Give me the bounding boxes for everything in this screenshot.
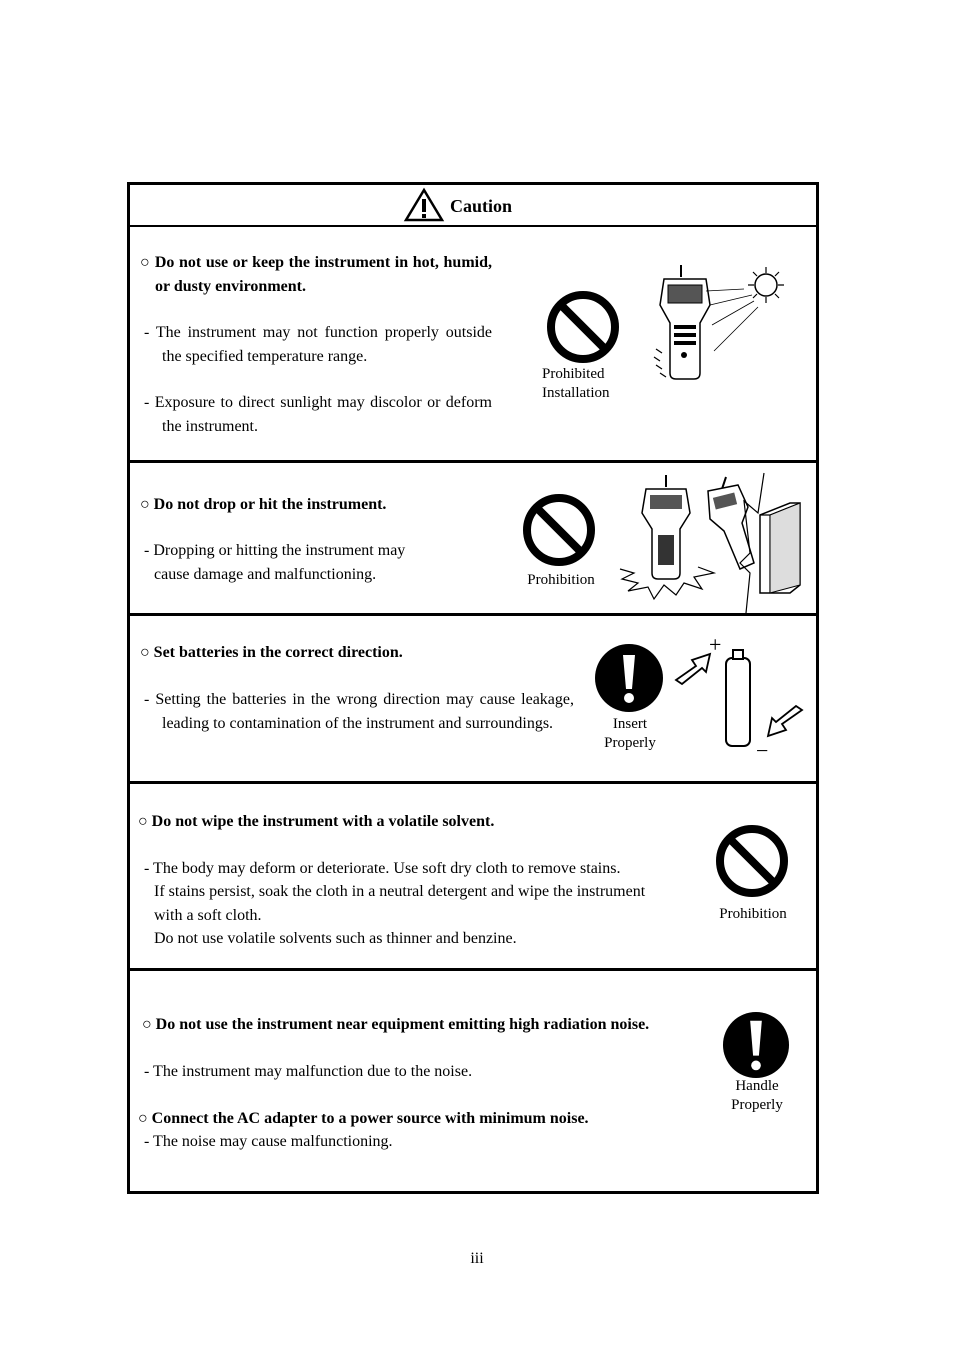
warning-triangle-icon (404, 188, 444, 222)
section-solvent (130, 784, 816, 971)
section-heading: ○ Set batteries in the correct direction. (140, 644, 403, 661)
bullet-text: cause damage and malfunctioning. (154, 566, 377, 583)
prohibition-icon (715, 824, 789, 898)
caution-title: Caution (450, 196, 513, 216)
exclamation-icon (722, 1011, 790, 1079)
prohibition-icon (522, 493, 596, 567)
section-heading: ○ Do not drop or hit the instrument. (140, 496, 387, 513)
section-batteries (130, 616, 816, 784)
prohibition-icon (546, 290, 620, 364)
icon-label: Handle Properly (731, 1078, 783, 1113)
bullet-text: - Dropping or hitting the instrument may (144, 542, 406, 559)
battery-plus-sign: + (709, 632, 722, 657)
icon-label: Prohibition (719, 906, 787, 922)
bullet-text: If stains persist, soak the cloth in a neutral detergent and wipe the instrument (154, 883, 646, 900)
bullet-text: - The noise may cause malfunctioning. (144, 1133, 393, 1150)
bullet-text: - The instrument may not function properly outside the specified temperature range. (144, 324, 492, 365)
icon-label: Prohibition (527, 572, 595, 588)
bullet-text: Do not use volatile solvents such as thinner and benzine. (154, 930, 517, 947)
bullet-text: with a soft cloth. (154, 907, 262, 924)
section-heading-2: ○ Connect the AC adapter to a power source with minimum noise. (138, 1110, 589, 1127)
battery-minus-sign: − (756, 738, 769, 763)
caution-header (130, 185, 816, 227)
bullet-text: - Setting the batteries in the wrong direction may cause leakage, leading to contamination of the instrument and surroundings. (144, 691, 574, 732)
bullet-text: - The instrument may malfunction due to the noise. (144, 1063, 473, 1080)
section-heading: ○ Do not use or keep the instrument in hot, humid, or dusty environment. (140, 254, 492, 295)
exclamation-icon (594, 643, 664, 713)
icon-label: Prohibited Installation (542, 366, 610, 401)
caution-box (127, 182, 819, 1194)
instrument-in-sunlight-illustration (644, 265, 804, 395)
instrument-drop-illustration (614, 473, 804, 613)
bullet-text: - Exposure to direct sunlight may discolor or deform the instrument. (144, 394, 492, 435)
page-number: iii (470, 1250, 484, 1267)
section-environment (130, 227, 816, 463)
bullet-text: - The body may deform or deteriorate. Use soft dry cloth to remove stains. (144, 860, 621, 877)
icon-label: Insert Properly (604, 716, 656, 751)
section-heading: ○ Do not wipe the instrument with a volatile solvent. (138, 813, 495, 830)
section-drop (130, 463, 816, 616)
section-heading: ○ Do not use the instrument near equipment emitting high radiation noise. (142, 1016, 650, 1033)
section-noise (130, 971, 816, 1191)
battery-direction-illustration (670, 638, 810, 768)
